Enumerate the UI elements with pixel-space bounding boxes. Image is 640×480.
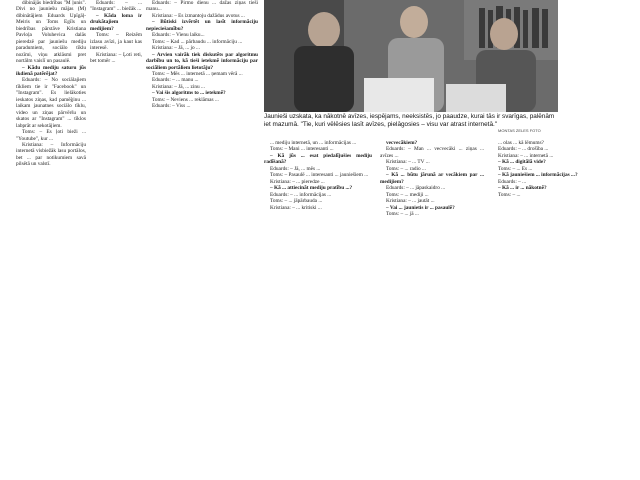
paragraph: Kristiana: – Ļoti reti, bet tomēr ... — [90, 51, 142, 65]
paragraph: Kristiana: – ... internetā ... — [498, 152, 554, 159]
paragraph: Toms: – Neviens ... reklāmas ... — [152, 96, 219, 103]
paragraph: Kristiana: – Jā, ... zinu ... — [152, 83, 205, 90]
paragraph: ... olas ... kā lēmums? — [498, 140, 544, 146]
paragraph: ... mediju internetā, un ... informācijas ... — [270, 140, 357, 146]
question: – Kā ... ir ... nākotnē? — [498, 185, 547, 192]
question: – Kā ... attiecināt mediju pratību ...? — [270, 185, 353, 192]
paragraph: Kristiana: – ... pieredze ... — [270, 178, 325, 185]
question: – Būtiski izvērtēt un lasīt informāciju nepieciešamību? — [146, 19, 258, 32]
paragraph: Toms: – ... — [498, 191, 521, 198]
paragraph: Eduards: – ... drošība ... — [498, 146, 549, 153]
paragraph: Toms: – ... jāpārbauda ... — [270, 198, 323, 205]
article-photo — [264, 0, 558, 112]
paragraph: Toms: – Es ļoti bieži ... "Youtube", kur ... — [16, 129, 86, 142]
question: – Arvien vairāk tiek diskutēts par algoritmu darbību un to, kā tieši ietekmē informāciju par sociāliem portāliem lietotāju? — [146, 51, 258, 71]
paragraph: Kristiana: – ... TV ... — [386, 159, 430, 166]
paragraph: Toms: – ... jā ... — [386, 210, 419, 217]
article-column-1 — [16, 0, 86, 480]
paragraph: Eduards: – ... jāpaskaidro ... — [386, 185, 446, 192]
question: – Kādu mediju saturu jūs ikdienā patērējat? — [16, 64, 86, 77]
question: – Vai ... jaunietis ir ... pasaulē? — [386, 204, 455, 211]
article-column-1b — [90, 0, 142, 480]
paragraph: Eduards: – Vienu laiku... — [152, 32, 205, 39]
paragraph: Eduards: – Pirmo dienu ... dažas ziņas tieši manu... — [146, 0, 258, 13]
paragraph: Eduards: – Man ... vecvecāki ... ziņas ... avīzes ... — [380, 146, 484, 159]
question: – Kā ... digitālā vide? — [498, 159, 546, 166]
photo-caption: Jaunieši uzskata, ka nākotnē avīzes, iespējams, neeksistēs, jo paaudze, kurai tās ir svarīgas, palēnām iet mazumā. "Tie, kuri vēlēsies lasīt avīzes, pielāgosies – visu var atrast internetā." — [264, 113, 555, 128]
question: – Vai šis algoritms to ... ietekmē? — [152, 90, 226, 97]
question: – Kā ... būtu jārunā ar vecākiem par ... medijiem? — [380, 172, 484, 185]
paragraph: Toms: – Kad ... pārbaudu ... informāciju ... — [152, 38, 243, 45]
paragraph: Toms: – ... mediji ... — [386, 191, 429, 198]
paragraph: Eduards: – No sociālajiem tīkliem tie ir "Facebook" un "Instagram". Es lielākoties ieskatos ziņas, kad pamēģinu ... laikam jaunatnes sociālo tīklu, video un ziņas pārvēršu un skatos ar "Instagram" ... tīklos labprāt ar sekotājiem. — [16, 77, 86, 129]
paragraph: Kristiana: – Es izmantoju dažādus avotus ... — [152, 12, 245, 19]
question: – Kā jūs ... esat piedalījušies mediju radīšanā? — [264, 152, 372, 166]
paragraph: Eduards: – ... "Instagram" ... biežāk ... — [90, 0, 142, 13]
paragraph: Eduards: – ... manu ... — [152, 77, 199, 84]
article-column-5 — [492, 140, 600, 480]
paragraph: Eduards: – Viss ... — [152, 103, 191, 110]
article-column-2 — [146, 0, 258, 480]
paragraph: Toms: – Mēs ... internetā ... ņemam vērā ... — [152, 70, 243, 77]
question: – Kā jauniešiem ... informācijas ...? — [498, 172, 578, 179]
photo-illustration — [264, 0, 558, 112]
paragraph: Eduards: – ... informācijas ... — [270, 191, 332, 198]
paragraph: Kristiana: – Jā, ... jo ... — [152, 45, 200, 52]
paragraph: Eduards: – Jā, ... mēs ... — [270, 165, 321, 172]
paragraph: Eduards: – ... — [498, 178, 527, 185]
photo-credit: MONTAS ZELES FOTO — [498, 128, 541, 133]
paragraph: dibinājās biedrības "M ļunis". Divi no jauniešu mājas (M) dibinātājiem Eduards Upīgāļ-Meiris un Toms Egīls un biedrības pārstāve Kristiana Pavloļa Voluhevica dalās pieredzē par jauniešu mediju paradumiem, sociālo tīklu nozīmi, viņu atklāsmi pret nortālm vaislī un pasaulē. — [16, 0, 86, 65]
paragraph: Kristiana: – Informāciju internetā visbiežāk lasu portālos, bet ... par notikumiem savā pilsētā un valstī. — [16, 141, 86, 168]
paragraph: Toms: – Mani ... interesanti ... — [270, 146, 334, 153]
paragraph: Kristiana: – ... kritiski ... — [270, 204, 322, 211]
article-column-3 — [264, 140, 372, 480]
paragraph: Toms: – ... radio ... — [386, 165, 426, 172]
paragraph: Toms: – ... Es ... — [498, 165, 533, 172]
paragraph: Toms: – Pasaulē ... interesanti ... jauniešiem ... — [270, 172, 369, 179]
question: – Kāda loma ir drukātajiem medijiem? — [90, 12, 142, 32]
article-column-4 — [380, 140, 484, 480]
question: vecvecākiem? — [386, 140, 418, 146]
paragraph: Kristiana: – ... jautāt ... — [386, 198, 435, 205]
paragraph: Toms: – Reizēm izlasu avīzi, ja kaut kas interesē. — [90, 32, 142, 52]
